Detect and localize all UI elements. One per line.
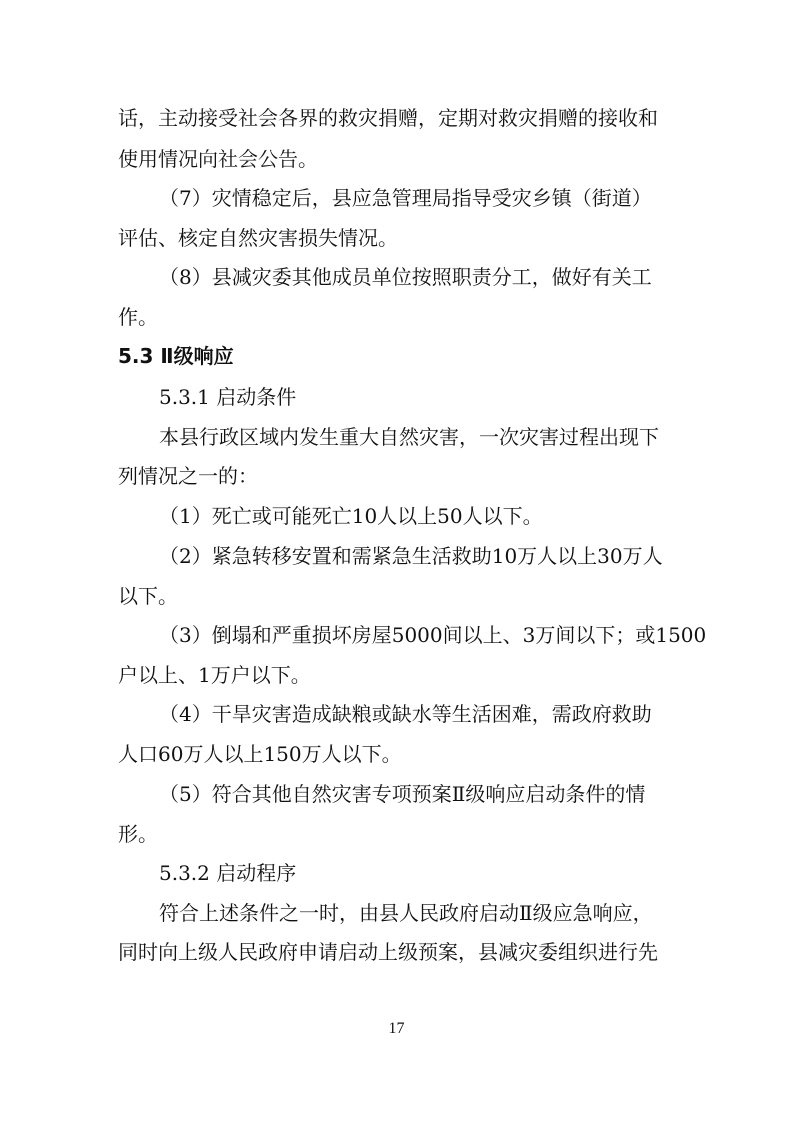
body-line: 本县行政区域内发生重大自然灾害，一次灾害过程出现下 (159, 425, 659, 449)
subsection-heading: 5.3.2 启动程序 (159, 861, 297, 885)
body-line: （7）灾情稳定后，县应急管理局指导受灾乡镇（街道） (159, 186, 652, 210)
body-line: （1）死亡或可能死亡10人以上50人以下。 (159, 504, 543, 528)
body-line: 户以上、1万户以下。 (118, 663, 311, 687)
body-line: 评估、核定自然灾害损失情况。 (118, 226, 398, 250)
body-line: （5）符合其他自然灾害专项预案Ⅱ级响应启动条件的情 (159, 782, 646, 806)
body-line: （4）干旱灾害造成缺粮或缺水等生活困难，需政府救助 (159, 702, 652, 726)
body-line: （2）紧急转移安置和需紧急生活救助10万人以上30万人 (159, 544, 663, 568)
section-heading: 5.3 Ⅱ级响应 (118, 344, 234, 368)
body-line: 同时向上级人民政府申请启动上级预案，县减灾委组织进行先 (118, 940, 658, 964)
body-line: 以下。 (118, 584, 178, 608)
subsection-heading: 5.3.1 启动条件 (159, 385, 297, 409)
body-line: 符合上述条件之一时，由县人民政府启动Ⅱ级应急响应， (159, 901, 653, 925)
body-line: （8）县减灾委其他成员单位按照职责分工，做好有关工 (159, 265, 652, 289)
body-line: 形。 (118, 822, 158, 846)
body-line: 使用情况向社会公告。 (118, 147, 318, 171)
body-line: 列情况之一的： (118, 464, 258, 488)
body-line: （3）倒塌和严重损坏房屋5000间以上、3万间以下；或1500 (159, 623, 707, 647)
body-line: 话，主动接受社会各界的救灾捐赠，定期对救灾捐赠的接收和 (118, 106, 658, 130)
page-number: 17 (388, 1020, 405, 1037)
body-line: 人口60万人以上150万人以下。 (118, 742, 402, 766)
body-line: 作。 (118, 305, 158, 329)
